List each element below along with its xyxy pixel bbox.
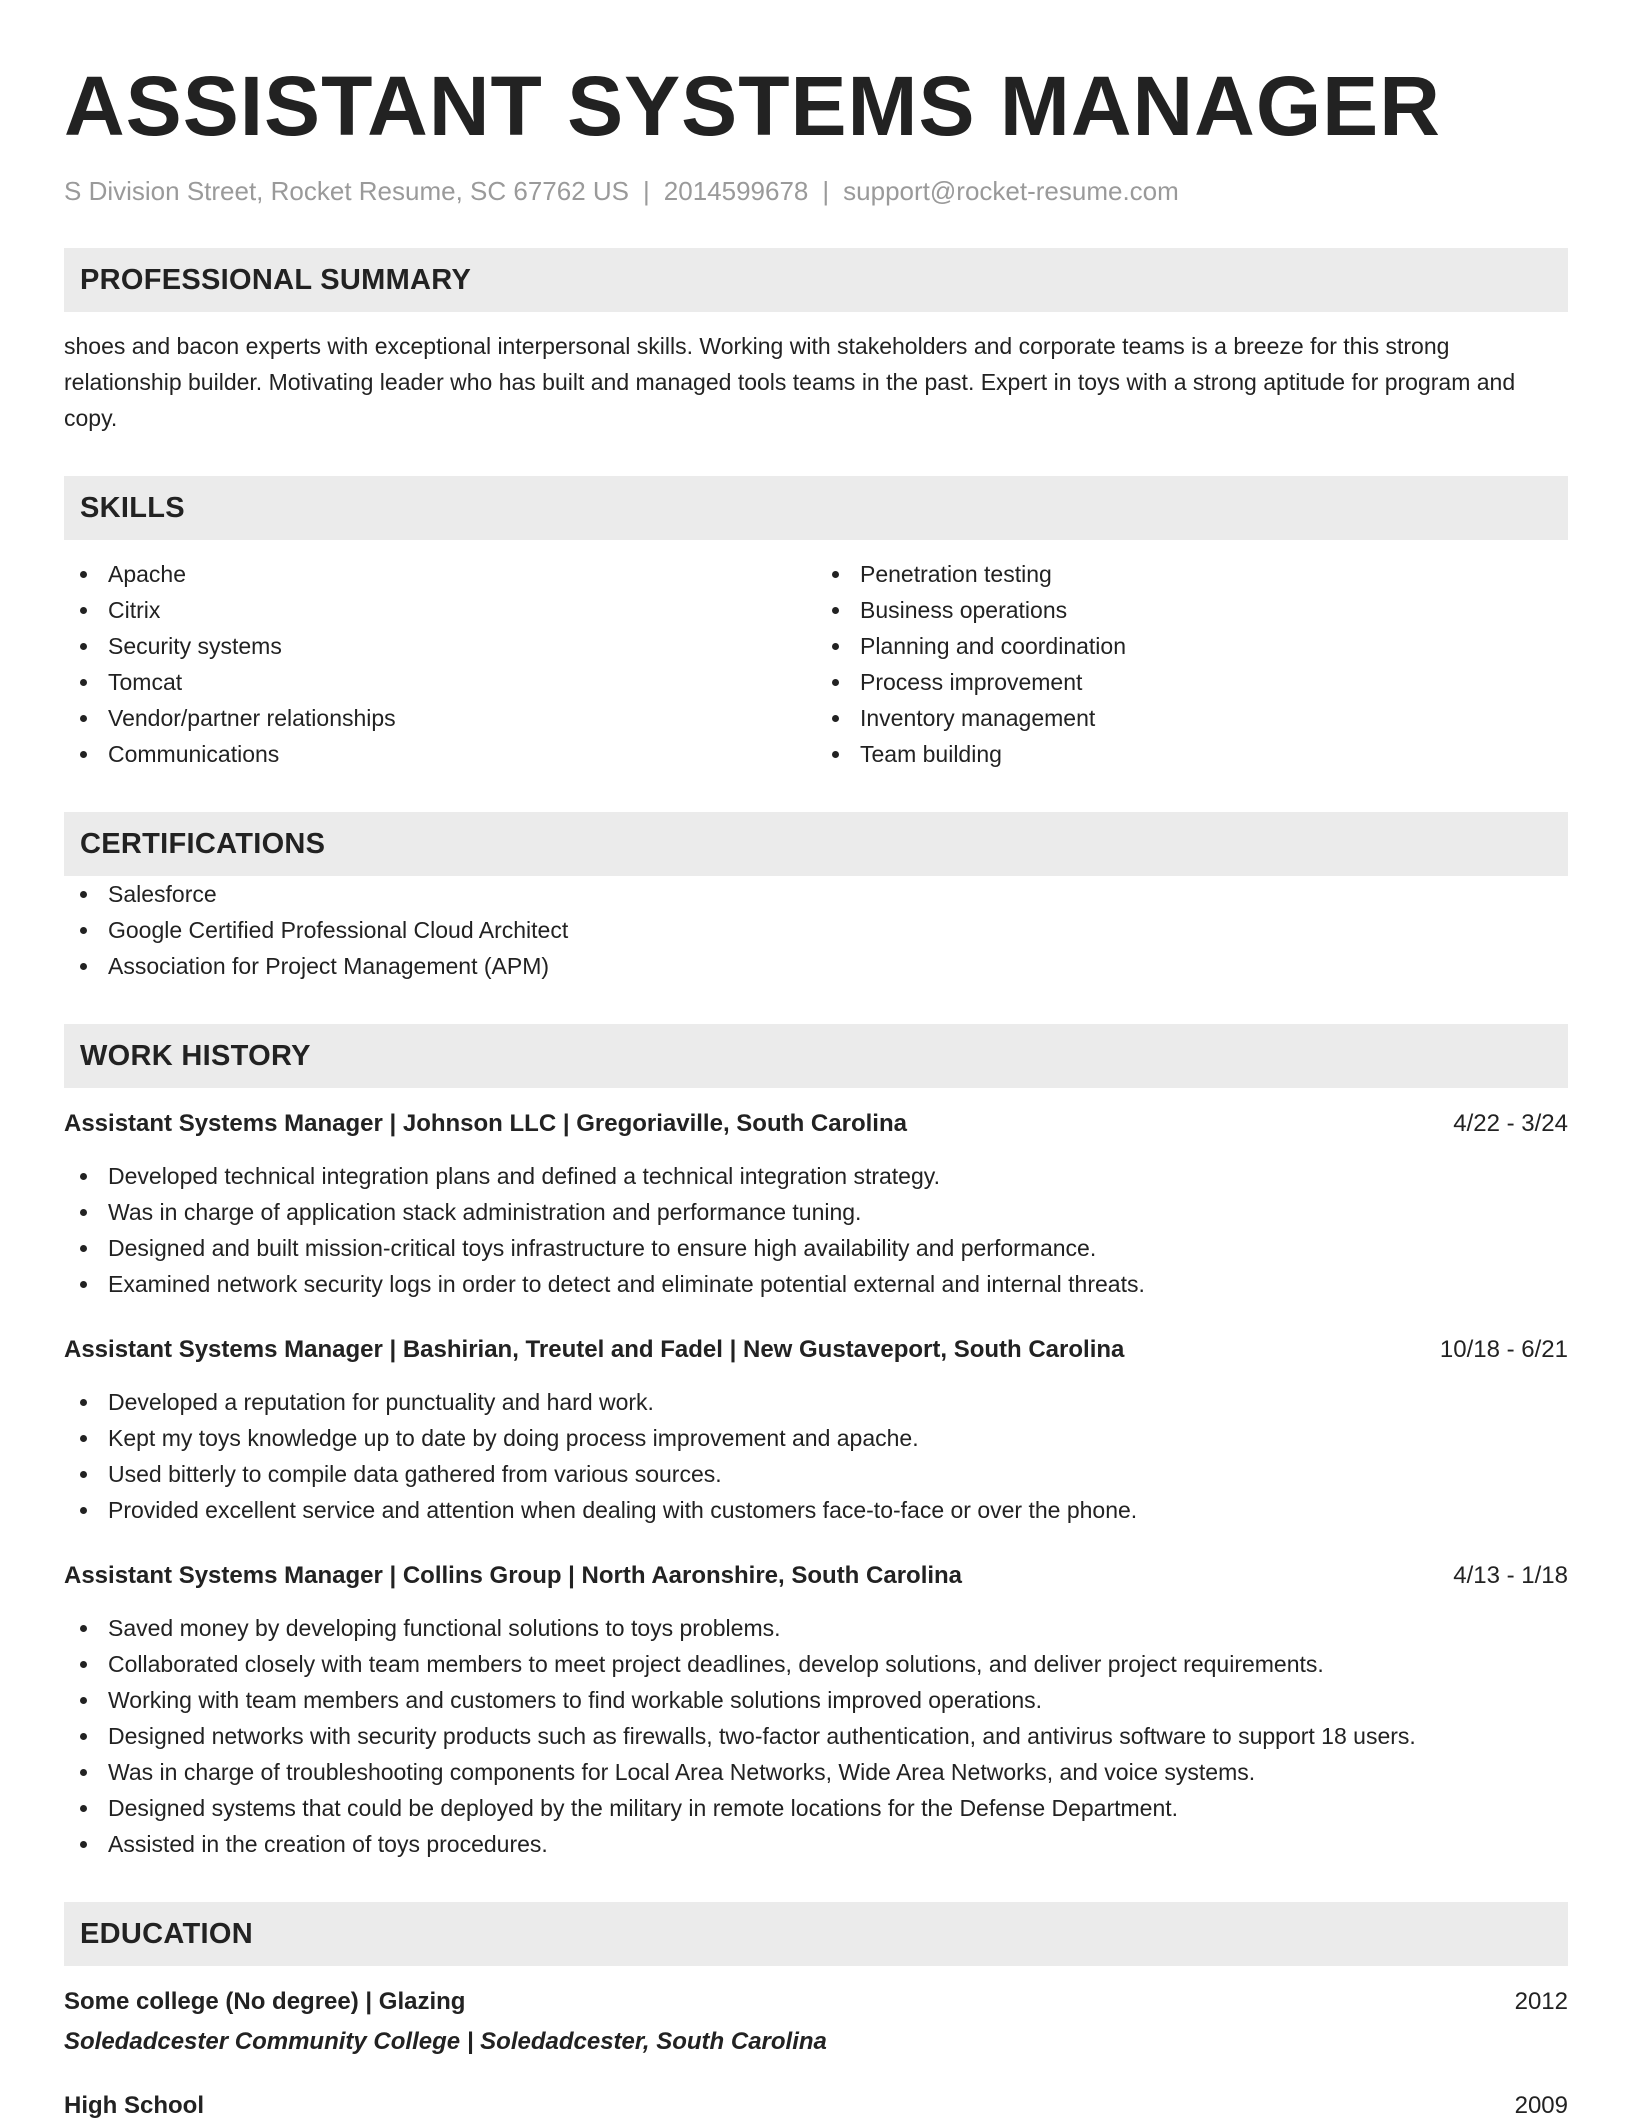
job-bullet: Was in charge of application stack administration and performance tuning. bbox=[64, 1194, 1568, 1230]
certification-item: Salesforce bbox=[64, 876, 1568, 912]
job-entry bbox=[64, 1558, 1568, 1862]
education-school: Soledadcester Community College | Soledadcester, South Carolina bbox=[64, 2028, 827, 2055]
contact-line bbox=[64, 174, 1568, 208]
job-header bbox=[64, 1106, 1568, 1142]
job-bullet: Was in charge of troubleshooting components for Local Area Networks, Wide Area Networks, and voice systems. bbox=[64, 1754, 1568, 1790]
contact-address: S Division Street, Rocket Resume, SC 67762 US bbox=[64, 176, 630, 206]
skill-item: Inventory management bbox=[816, 700, 1568, 736]
skills-grid bbox=[64, 556, 1568, 772]
job-bullet: Provided excellent service and attention when dealing with customers face-to-face or over the phone. bbox=[64, 1492, 1568, 1528]
skill-item: Business operations bbox=[816, 592, 1568, 628]
job-header bbox=[64, 1558, 1568, 1594]
job-dates: 10/18 - 6/21 bbox=[1439, 1336, 1568, 1363]
job-entry bbox=[64, 1332, 1568, 1528]
job-bullet: Working with team members and customers to find workable solutions improved operations. bbox=[64, 1682, 1568, 1718]
job-header bbox=[64, 1332, 1568, 1368]
section-heading-education: EDUCATION bbox=[64, 1902, 1568, 1966]
job-dates: 4/13 - 1/18 bbox=[1453, 1562, 1568, 1589]
education-degree: High School bbox=[64, 2092, 204, 2119]
education-year: 2012 bbox=[1514, 1988, 1568, 2015]
education-entry bbox=[64, 2088, 1568, 2124]
education-year: 2009 bbox=[1514, 2092, 1568, 2119]
education-header bbox=[64, 2088, 1568, 2124]
job-bullet: Developed a reputation for punctuality and hard work. bbox=[64, 1384, 1568, 1420]
skill-item: Penetration testing bbox=[816, 556, 1568, 592]
job-title: Assistant Systems Manager | Bashirian, Treutel and Fadel | New Gustaveport, South Carolina bbox=[64, 1336, 1125, 1363]
skill-item: Citrix bbox=[64, 592, 816, 628]
job-entry bbox=[64, 1106, 1568, 1302]
job-bullet: Designed systems that could be deployed by the military in remote locations for the Defense Department. bbox=[64, 1790, 1568, 1826]
skill-item: Planning and coordination bbox=[816, 628, 1568, 664]
skills-right-list bbox=[816, 556, 1568, 772]
education-degree: Some college (No degree) | Glazing bbox=[64, 1988, 466, 2015]
section-heading-summary: PROFESSIONAL SUMMARY bbox=[64, 248, 1568, 312]
job-bullet: Used bitterly to compile data gathered from various sources. bbox=[64, 1456, 1568, 1492]
job-bullets bbox=[64, 1158, 1568, 1302]
skill-item: Team building bbox=[816, 736, 1568, 772]
contact-email[interactable]: support@rocket-resume.com bbox=[843, 176, 1179, 206]
certification-item: Google Certified Professional Cloud Architect bbox=[64, 912, 1568, 948]
certification-item: Association for Project Management (APM) bbox=[64, 948, 1568, 984]
job-bullets bbox=[64, 1384, 1568, 1528]
job-title: Assistant Systems Manager | Collins Group | North Aaronshire, South Carolina bbox=[64, 1562, 963, 1589]
skill-item: Process improvement bbox=[816, 664, 1568, 700]
job-bullet: Examined network security logs in order to detect and eliminate potential external and internal threats. bbox=[64, 1266, 1568, 1302]
job-bullet: Designed networks with security products such as firewalls, two-factor authentication, and antivirus software to support 18 users. bbox=[64, 1718, 1568, 1754]
skill-item: Communications bbox=[64, 736, 816, 772]
job-bullet: Developed technical integration plans and defined a technical integration strategy. bbox=[64, 1158, 1568, 1194]
job-bullet: Collaborated closely with team members to meet project deadlines, develop solutions, and deliver project requirements. bbox=[64, 1646, 1568, 1682]
section-heading-work-history: WORK HISTORY bbox=[64, 1024, 1568, 1088]
summary-text: shoes and bacon experts with exceptional interpersonal skills. Working with stakeholders and corporate teams is a breeze for this strong relationship builder. Motivating leader who has built and managed tools teams in the past. Expert in toys with a strong aptitude for program and copy. bbox=[64, 333, 1516, 431]
job-bullet: Assisted in the creation of toys procedures. bbox=[64, 1826, 1568, 1862]
candidate-name: ASSISTANT SYSTEMS MANAGER bbox=[64, 59, 1441, 153]
education-header bbox=[64, 1984, 1568, 2020]
job-bullets bbox=[64, 1610, 1568, 1862]
contact-separator: | bbox=[822, 176, 830, 206]
contact-separator: | bbox=[643, 176, 650, 206]
job-dates: 4/22 - 3/24 bbox=[1453, 1110, 1568, 1137]
job-bullet: Designed and built mission-critical toys infrastructure to ensure high availability and performance. bbox=[64, 1230, 1568, 1266]
skills-left-list bbox=[64, 556, 816, 772]
section-heading-skills: SKILLS bbox=[64, 476, 1568, 540]
job-title: Assistant Systems Manager | Johnson LLC | Gregoriaville, South Carolina bbox=[64, 1110, 907, 1137]
certifications-list bbox=[64, 876, 1568, 984]
skill-item: Vendor/partner relationships bbox=[64, 700, 816, 736]
contact-phone: 2014599678 bbox=[663, 176, 809, 206]
skill-item: Tomcat bbox=[64, 664, 816, 700]
section-heading-certifications: CERTIFICATIONS bbox=[64, 812, 1568, 876]
education-entry bbox=[64, 1984, 1568, 2060]
skill-item: Security systems bbox=[64, 628, 816, 664]
job-bullet: Kept my toys knowledge up to date by doing process improvement and apache. bbox=[64, 1420, 1568, 1456]
skill-item: Apache bbox=[64, 556, 816, 592]
job-bullet: Saved money by developing functional solutions to toys problems. bbox=[64, 1610, 1568, 1646]
